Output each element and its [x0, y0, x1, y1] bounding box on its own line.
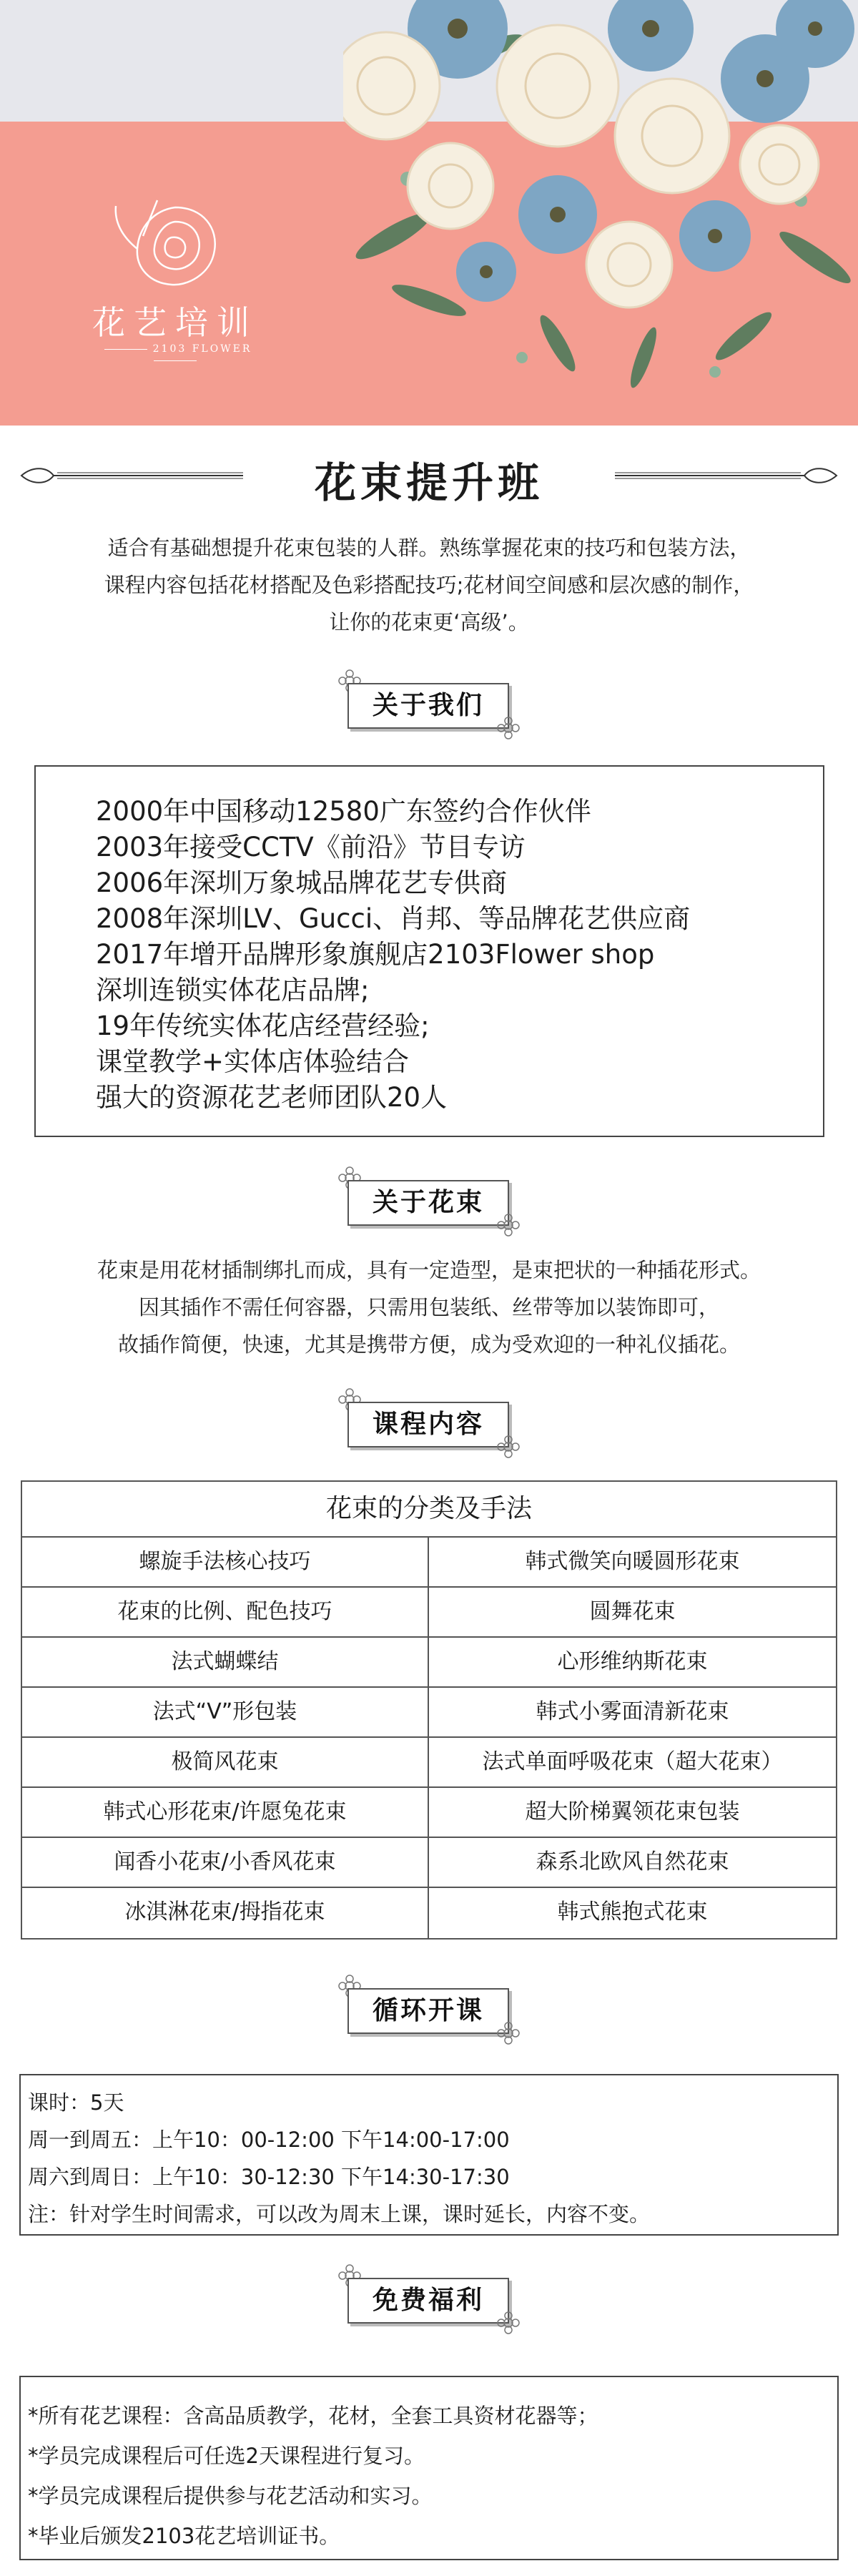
table-row [22, 1788, 836, 1838]
about-bouquet-paragraph [29, 1252, 829, 1363]
section-heading-benefits [343, 2271, 515, 2329]
section-heading-about-us [343, 676, 515, 734]
about-us-line: 2006年深圳万象城品牌花艺专供商 [96, 867, 508, 898]
table-cell: 闻香小花束/小香风花束 [22, 1838, 429, 1887]
table-row [22, 1838, 836, 1888]
about-us-line: 2003年接受CCTV《前沿》节目专访 [96, 832, 526, 862]
flower-ornament-icon [496, 1435, 521, 1459]
schedule-line: 注：针对学生时间需求，可以改为周末上课，课时延长，内容不变。 [28, 2202, 651, 2226]
flower-ornament-icon [496, 2311, 521, 2335]
schedule-line: 周六到周日：上午10：30-12:30 下午14:30-17:30 [28, 2165, 510, 2189]
section-heading-label: 免费福利 [347, 2278, 509, 2324]
flower-ornament-icon [496, 2021, 521, 2045]
section-heading-label: 循环开课 [347, 1988, 509, 2034]
table-row [22, 1588, 836, 1638]
logo-sub-text: 2103 FLOWER [152, 343, 252, 355]
logo-text: 花艺培训 [92, 303, 258, 342]
rose-logo-icon [72, 193, 279, 293]
about-us-line: 强大的资源花艺老师团队20人 [96, 1082, 448, 1113]
table-cell: 螺旋手法核心技巧 [22, 1538, 429, 1586]
schedule-box [19, 2074, 839, 2236]
section-heading-label: 关于花束 [347, 1180, 509, 1226]
table-row [22, 1688, 836, 1738]
table-cell: 花束的比例、配色技巧 [22, 1588, 429, 1636]
benefit-line: *学员完成课程后可任选2天课程进行复习。 [28, 2444, 425, 2468]
table-cell: 圆舞花束 [589, 1599, 676, 1624]
page-title: 花束提升班 [314, 458, 543, 507]
table-row [22, 1638, 836, 1688]
logo-rule-left [104, 349, 147, 350]
title-row [0, 443, 858, 508]
flower-ornament-icon [496, 1213, 521, 1237]
section-heading-label: 关于我们 [347, 683, 509, 729]
table-cell: 韩式心形花束/许愿兔花束 [22, 1788, 429, 1837]
table-row [22, 1738, 836, 1788]
table-cell: 法式“V”形包装 [22, 1688, 429, 1736]
logo-rule-right [154, 360, 197, 361]
about-us-box [34, 765, 824, 1137]
flourish-right-icon [608, 465, 844, 486]
benefit-line: *所有花艺课程：含高品质教学，花材，全套工具资材花器等； [28, 2404, 598, 2428]
section-heading-label: 课程内容 [347, 1402, 509, 1447]
table-cell: 韩式熊抱式花束 [557, 1899, 708, 1924]
bouquet-illustration [343, 0, 858, 426]
table-cell: 法式单面呼吸花束（超大花束） [482, 1749, 783, 1774]
hero-banner [0, 0, 858, 426]
table-cell: 超大阶梯翼领花束包装 [525, 1799, 740, 1824]
table-cell: 心形维纳斯花束 [557, 1649, 708, 1674]
flower-ornament-icon [496, 716, 521, 740]
about-bouquet-line: 花束是用花材插制绑扎而成，具有一定造型，是束把状的一种插花形式。 [97, 1258, 761, 1282]
about-us-line: 2000年中国移动12580广东签约合作伙伴 [96, 796, 591, 827]
section-heading-about-bouquet [343, 1173, 515, 1232]
schedule-line: 课时：5天 [28, 2090, 124, 2115]
logo-subtitle [72, 343, 279, 366]
table-cell: 韩式小雾面清新花束 [536, 1699, 729, 1724]
intro-paragraph [29, 529, 829, 641]
brand-logo [72, 193, 279, 379]
intro-line: 让你的花束更‘高级’。 [329, 610, 529, 634]
benefits-box [19, 2376, 839, 2560]
course-table [21, 1480, 837, 1940]
section-heading-schedule [343, 1981, 515, 2040]
intro-line: 适合有基础想提升花束包装的人群。熟练掌握花束的技巧和包装方法， [107, 536, 751, 560]
table-cell: 极简风花束 [22, 1738, 429, 1786]
benefit-line: *学员完成课程后提供参与花艺活动和实习。 [28, 2484, 433, 2508]
intro-line: 课程内容包括花材搭配及色彩搭配技巧;花材间空间感和层次感的制作， [104, 573, 754, 597]
schedule-line: 周一到周五：上午10：00-12:00 下午14:00-17:00 [28, 2128, 510, 2152]
about-bouquet-line: 因其插作不需任何容器，只需用包装纸、丝带等加以装饰即可， [138, 1295, 719, 1319]
table-cell: 法式蝴蝶结 [22, 1638, 429, 1686]
table-row [22, 1888, 836, 1938]
about-us-line: 2017年增开品牌形象旗舰店2103Flower shop [96, 939, 655, 970]
about-us-line: 19年传统实体花店经营经验; [96, 1011, 430, 1041]
table-cell: 韩式微笑向暖圆形花束 [525, 1549, 740, 1574]
table-cell: 冰淇淋花束/拇指花束 [22, 1888, 429, 1938]
table-cell: 森系北欧风自然花束 [536, 1849, 729, 1874]
about-us-line: 深圳连锁实体花店品牌; [96, 975, 370, 1006]
section-heading-course-content [343, 1395, 515, 1453]
about-us-line: 课堂教学+实体店体验结合 [96, 1046, 410, 1077]
about-bouquet-line: 故插作简便，快速，尤其是携带方便，成为受欢迎的一种礼仪插花。 [117, 1332, 740, 1357]
course-table-header: 花束的分类及手法 [22, 1482, 836, 1538]
benefit-line: *毕业后颁发2103花艺培训证书。 [28, 2524, 340, 2548]
about-us-line: 2008年深圳LV、Gucci、肖邦、等品牌花艺供应商 [96, 903, 691, 934]
table-row [22, 1538, 836, 1588]
